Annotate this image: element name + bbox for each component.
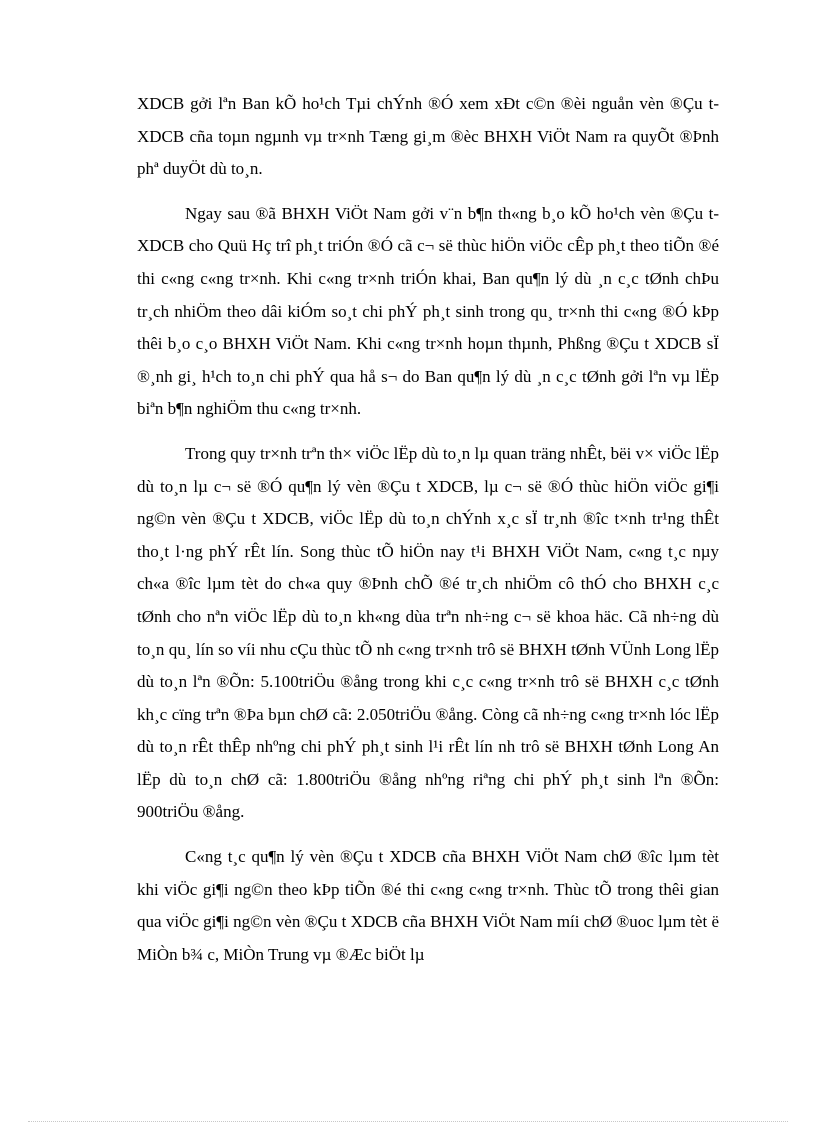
paragraph-4: C«ng t¸c qu¶n lý vèn ®Çu t XDCB cña BHXH ViÖt Nam chØ ®îc lµm tèt khi viÖc gi¶i ng©n theo kÞp tiÕn ®é thi c«ng c«ng tr×nh. Thùc tÕ trong thêi gian qua viÖc gi¶i ng©n vèn ®Çu t XDCB cña BHXH ViÖt Nam míi chØ ®uoc lµm tèt ë MiÒn b¾ c, MiÒn Trung vµ ®Æc biÖt lµ xyxy=(137,847,719,964)
document-body xyxy=(137,88,719,983)
paragraph-2: Ngay sau ®ã BHXH ViÖt Nam gởi v¨n b¶n th«ng b¸o kÕ ho¹ch vèn ®Çu t XDCB cho Quü Hç trî ph¸t triÓn ®Ó cã c¬ së thùc hiÖn viÖc cÊp ph¸t theo tiÕn ®é thi c«ng c«ng tr×nh. Khi c«ng tr×nh triÓn khai, Ban qu¶n lý dù ¸n c¸c tØnh chÞu tr¸ch nhiÖm theo dâi kiÓm so¸t chi phÝ ph¸t sinh trong qu¸ tr×nh thi c«ng ®Ó kÞp thêi b¸o c¸o BHXH ViÖt Nam. Khi c«ng tr×nh hoµn thµnh, Phßng ®Çu t XDCB sÏ ®¸nh gi¸ h¹ch to¸n chi phÝ qua hå s¬ do Ban qu¶n lý dù ¸n c¸c tØnh gởi lªn vµ lËp biªn b¶n nghiÖm thu c«ng tr×nh. xyxy=(137,203,719,419)
paragraph-1: XDCB gởi lªn Ban kÕ ho¹ch Tµi chÝnh ®Ó xem xÐt c©n ®èi nguån vèn ®Çu t XDCB cña toµn ngµnh vµ tr×nh Tæng gi¸m ®èc BHXH ViÖt Nam ra quyÕt ®Þnh phª duyÖt dù to¸n. xyxy=(137,94,719,179)
page-bottom-divider xyxy=(28,1121,788,1122)
paragraph-3: Trong quy tr×nh trªn th× viÖc lËp dù to¸n lµ quan träng nhÊt, bëi v× viÖc lËp dù to¸n lµ c¬ së ®Ó qu¶n lý vèn ®Çu t XDCB, lµ c¬ së ®Ó thùc hiÖn viÖc gi¶i ng©n vèn ®Çu t XDCB, viÖc lËp dù to¸n chÝnh x¸c sÏ tr¸nh ®îc t×nh tr¹ng thÊt tho¸t l·ng phÝ rÊt lín. Song thùc tÕ hiÖn nay t¹i BHXH ViÖt Nam, c«ng t¸c nµy ch«a ®îc lµm tèt do ch«a quy ®Þnh chÕ ®é tr¸ch nhiÖm cô thÓ cho BHXH c¸c tØnh cho nªn viÖc lËp dù to¸n kh«ng dùa trªn nh÷ng c¬ së khoa häc. Cã nh÷ng dù to¸n qu¸ lín so víi nhu cÇu thùc tÕ nh c«ng tr×nh trô së BHXH tØnh VÜnh Long lËp dù to¸n lªn ®Õn: 5.100triÖu ®ång trong khi c¸c c«ng tr×nh trô së BHXH c¸c tØnh kh¸c cïng trªn ®Þa bµn chØ cã: 2.050triÖu ®ång. Còng cã nh÷ng c«ng tr×nh lóc lËp dù to¸n rÊt thÊp nhºng chi phÝ ph¸t sinh l¹i rÊt lín nh trô së BHXH tØnh Long An lËp dù to¸n chØ cã: 1.800triÖu ®ång nhºng riªng chi phÝ ph¸t sinh lªn ®Õn: 900triÖu ®ång. xyxy=(137,443,719,822)
